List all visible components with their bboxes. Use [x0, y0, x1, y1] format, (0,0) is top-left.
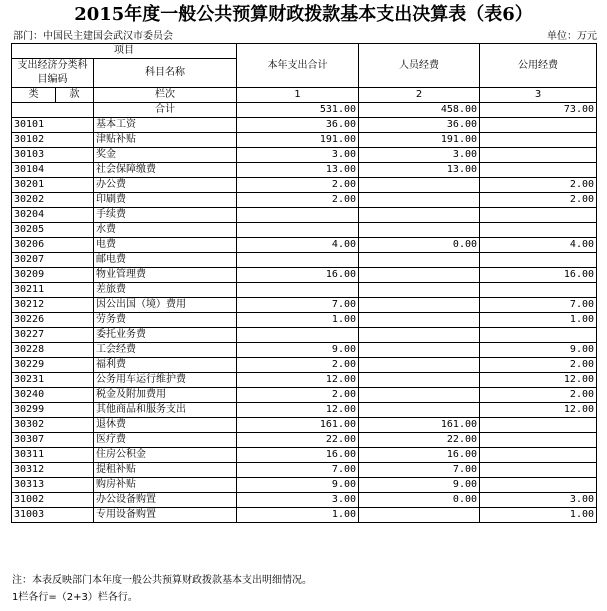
table-row — [12, 448, 597, 463]
table-row — [12, 163, 597, 178]
header-lanci: 栏次 — [94, 88, 237, 103]
row-public — [480, 418, 597, 433]
table-row — [12, 388, 597, 403]
row-code: 30313 — [12, 478, 94, 493]
row-personnel — [359, 328, 480, 343]
row-public: 2.00 — [480, 178, 597, 193]
row-total: 1.00 — [237, 508, 359, 523]
row-public: 12.00 — [480, 373, 597, 388]
row-code: 30104 — [12, 163, 94, 178]
row-total: 2.00 — [237, 358, 359, 373]
row-subject-name: 物业管理费 — [94, 268, 237, 283]
table-row — [12, 178, 597, 193]
row-personnel: 0.00 — [359, 493, 480, 508]
row-total — [237, 283, 359, 298]
header-row-project — [12, 44, 597, 59]
row-code: 31002 — [12, 493, 94, 508]
table-row — [12, 313, 597, 328]
row-subject-name: 社会保障缴费 — [94, 163, 237, 178]
row-total: 161.00 — [237, 418, 359, 433]
row-code: 30101 — [12, 118, 94, 133]
expenditure-table — [11, 43, 597, 523]
header-project: 项目 — [12, 44, 237, 59]
row-subject-name: 税金及附加费用 — [94, 388, 237, 403]
table-row — [12, 283, 597, 298]
row-personnel: 9.00 — [359, 478, 480, 493]
row-personnel — [359, 358, 480, 373]
header-subject-name: 科目名称 — [94, 59, 237, 88]
report-title: 2015年度一般公共预算财政拨款基本支出决算表（表6） — [74, 4, 533, 25]
row-total — [237, 328, 359, 343]
row-personnel: 3.00 — [359, 148, 480, 163]
row-total: 16.00 — [237, 268, 359, 283]
row-total: 22.00 — [237, 433, 359, 448]
table-row — [12, 148, 597, 163]
totals-total: 531.00 — [237, 103, 359, 118]
row-subject-name: 劳务费 — [94, 313, 237, 328]
row-public: 4.00 — [480, 238, 597, 253]
table-body — [12, 44, 597, 523]
row-total: 13.00 — [237, 163, 359, 178]
row-subject-name: 因公出国（境）费用 — [94, 298, 237, 313]
row-public — [480, 163, 597, 178]
row-public — [480, 328, 597, 343]
row-public: 2.00 — [480, 388, 597, 403]
row-public: 2.00 — [480, 193, 597, 208]
row-total: 12.00 — [237, 373, 359, 388]
table-row — [12, 478, 597, 493]
department-label: 部门：中国民主建国会武汉市委员会 — [13, 31, 173, 42]
row-code: 30206 — [12, 238, 94, 253]
row-subject-name: 邮电费 — [94, 253, 237, 268]
row-total: 7.00 — [237, 298, 359, 313]
row-code: 30240 — [12, 388, 94, 403]
row-code: 30102 — [12, 133, 94, 148]
table-row — [12, 493, 597, 508]
row-subject-name: 电费 — [94, 238, 237, 253]
row-public — [480, 148, 597, 163]
row-public: 16.00 — [480, 268, 597, 283]
table-row — [12, 223, 597, 238]
row-subject-name: 福利费 — [94, 358, 237, 373]
row-code: 30226 — [12, 313, 94, 328]
table-row — [12, 343, 597, 358]
totals-label: 合计 — [94, 103, 237, 118]
row-total: 9.00 — [237, 478, 359, 493]
row-personnel — [359, 388, 480, 403]
row-code: 30201 — [12, 178, 94, 193]
row-personnel — [359, 178, 480, 193]
table-row — [12, 463, 597, 478]
row-personnel — [359, 268, 480, 283]
row-subject-name: 基本工资 — [94, 118, 237, 133]
totals-blank — [12, 103, 94, 118]
row-code: 30204 — [12, 208, 94, 223]
table-row — [12, 298, 597, 313]
row-subject-name: 提租补贴 — [94, 463, 237, 478]
table-row — [12, 133, 597, 148]
row-personnel — [359, 193, 480, 208]
row-total — [237, 253, 359, 268]
table-row — [12, 418, 597, 433]
row-code: 30311 — [12, 448, 94, 463]
footnote-1: 注：本表反映部门本年度一般公共预算财政拨款基本支出明细情况。 — [12, 575, 312, 586]
row-total — [237, 208, 359, 223]
row-public — [480, 283, 597, 298]
row-public: 2.00 — [480, 358, 597, 373]
row-public — [480, 223, 597, 238]
row-subject-name: 办公费 — [94, 178, 237, 193]
row-personnel — [359, 253, 480, 268]
row-total: 7.00 — [237, 463, 359, 478]
row-code: 30299 — [12, 403, 94, 418]
table-row — [12, 433, 597, 448]
row-public — [480, 253, 597, 268]
row-personnel — [359, 343, 480, 358]
row-subject-name: 手续费 — [94, 208, 237, 223]
row-code: 30207 — [12, 253, 94, 268]
col-num-2: 2 — [359, 88, 480, 103]
totals-public: 73.00 — [480, 103, 597, 118]
row-personnel — [359, 298, 480, 313]
row-subject-name: 专用设备购置 — [94, 508, 237, 523]
row-personnel: 191.00 — [359, 133, 480, 148]
row-total: 2.00 — [237, 178, 359, 193]
header-row-lanci — [12, 88, 597, 103]
row-personnel: 7.00 — [359, 463, 480, 478]
row-total: 12.00 — [237, 403, 359, 418]
row-public — [480, 448, 597, 463]
unit-label: 单位：万元 — [547, 31, 597, 42]
row-total: 191.00 — [237, 133, 359, 148]
row-total: 16.00 — [237, 448, 359, 463]
row-personnel — [359, 313, 480, 328]
row-code: 30302 — [12, 418, 94, 433]
header-public-col: 公用经费 — [480, 44, 597, 88]
row-total: 9.00 — [237, 343, 359, 358]
row-personnel: 13.00 — [359, 163, 480, 178]
table-row — [12, 268, 597, 283]
row-subject-name: 委托业务费 — [94, 328, 237, 343]
row-code: 30209 — [12, 268, 94, 283]
table-row — [12, 373, 597, 388]
row-personnel — [359, 508, 480, 523]
table-row — [12, 193, 597, 208]
row-personnel: 36.00 — [359, 118, 480, 133]
row-code: 30212 — [12, 298, 94, 313]
row-public: 7.00 — [480, 298, 597, 313]
header-code-label: 支出经济分类科目编码 — [12, 59, 94, 88]
row-code: 30307 — [12, 433, 94, 448]
row-public: 1.00 — [480, 313, 597, 328]
row-subject-name: 奖金 — [94, 148, 237, 163]
row-total: 36.00 — [237, 118, 359, 133]
row-public — [480, 133, 597, 148]
row-personnel — [359, 403, 480, 418]
row-code: 30227 — [12, 328, 94, 343]
totals-row — [12, 103, 597, 118]
row-personnel: 16.00 — [359, 448, 480, 463]
row-code: 30205 — [12, 223, 94, 238]
row-total: 2.00 — [237, 388, 359, 403]
row-public: 9.00 — [480, 343, 597, 358]
totals-personnel: 458.00 — [359, 103, 480, 118]
table-row — [12, 118, 597, 133]
table-row — [12, 208, 597, 223]
row-public — [480, 118, 597, 133]
row-subject-name: 水费 — [94, 223, 237, 238]
row-subject-name: 津贴补贴 — [94, 133, 237, 148]
row-total: 1.00 — [237, 313, 359, 328]
row-total — [237, 223, 359, 238]
row-personnel — [359, 283, 480, 298]
row-code: 30103 — [12, 148, 94, 163]
header-personnel-col: 人员经费 — [359, 44, 480, 88]
row-subject-name: 公务用车运行维护费 — [94, 373, 237, 388]
row-subject-name: 购房补贴 — [94, 478, 237, 493]
row-subject-name: 办公设备购置 — [94, 493, 237, 508]
row-code: 30312 — [12, 463, 94, 478]
row-personnel — [359, 223, 480, 238]
row-personnel — [359, 373, 480, 388]
row-code: 30231 — [12, 373, 94, 388]
row-subject-name: 印刷费 — [94, 193, 237, 208]
row-public — [480, 463, 597, 478]
col-num-1: 1 — [237, 88, 359, 103]
row-code: 30228 — [12, 343, 94, 358]
table-row — [12, 508, 597, 523]
row-total: 4.00 — [237, 238, 359, 253]
table-row — [12, 238, 597, 253]
row-code: 30202 — [12, 193, 94, 208]
header-total-col: 本年支出合计 — [237, 44, 359, 88]
row-subject-name: 住房公积金 — [94, 448, 237, 463]
row-personnel — [359, 208, 480, 223]
row-total: 3.00 — [237, 148, 359, 163]
row-subject-name: 退休费 — [94, 418, 237, 433]
header-kuan: 款 — [56, 88, 94, 103]
row-subject-name: 差旅费 — [94, 283, 237, 298]
row-code: 31003 — [12, 508, 94, 523]
row-public — [480, 478, 597, 493]
col-num-3: 3 — [480, 88, 597, 103]
row-personnel: 22.00 — [359, 433, 480, 448]
row-total: 2.00 — [237, 193, 359, 208]
table-row — [12, 328, 597, 343]
row-public — [480, 208, 597, 223]
table-row — [12, 403, 597, 418]
row-subject-name: 工会经费 — [94, 343, 237, 358]
table-row — [12, 358, 597, 373]
row-subject-name: 其他商品和服务支出 — [94, 403, 237, 418]
row-personnel: 161.00 — [359, 418, 480, 433]
row-public: 12.00 — [480, 403, 597, 418]
row-code: 30211 — [12, 283, 94, 298]
footnote-2: 1栏各行=（2+3）栏各行。 — [12, 592, 138, 603]
table-row — [12, 253, 597, 268]
row-public: 1.00 — [480, 508, 597, 523]
row-total: 3.00 — [237, 493, 359, 508]
header-lei: 类 — [12, 88, 56, 103]
row-subject-name: 医疗费 — [94, 433, 237, 448]
row-personnel: 0.00 — [359, 238, 480, 253]
row-public: 3.00 — [480, 493, 597, 508]
row-code: 30229 — [12, 358, 94, 373]
row-public — [480, 433, 597, 448]
